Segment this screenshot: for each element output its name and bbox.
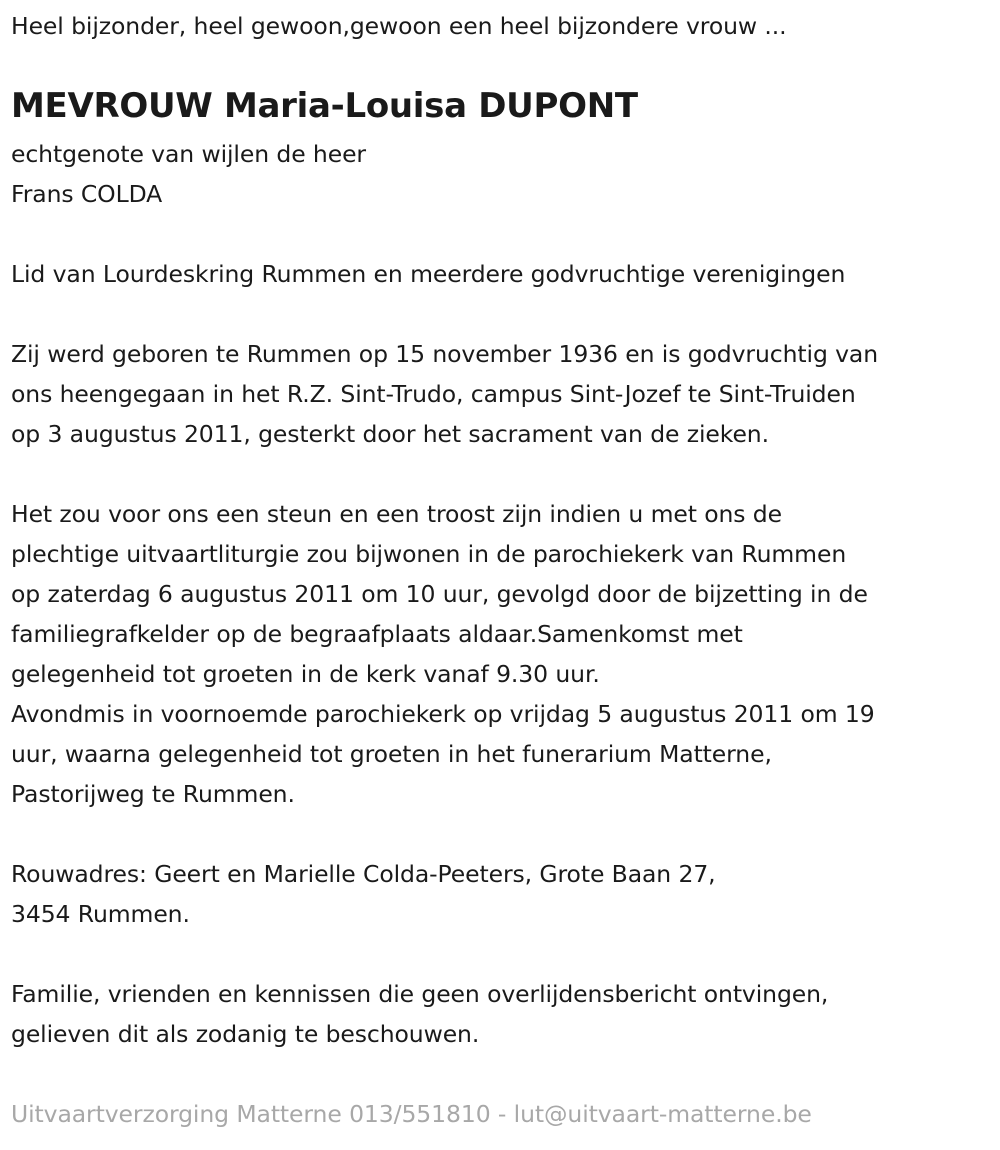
spouse-line: echtgenote van wijlen de heer xyxy=(11,140,366,168)
birth-death-paragraph xyxy=(11,334,878,454)
paragraph-line: Avondmis in voornoemde parochiekerk op vrijdag 5 augustus 2011 om 19 xyxy=(11,700,875,728)
paragraph-line: ons heengegaan in het R.Z. Sint-Trudo, campus Sint-Jozef te Sint-Truiden xyxy=(11,380,856,408)
paragraph-line: Zij werd geboren te Rummen op 15 november 1936 en is godvruchtig van xyxy=(11,340,879,368)
paragraph-line: gelegenheid tot groeten in de kerk vanaf 9.30 uur. xyxy=(11,660,600,688)
family-note xyxy=(11,974,828,1054)
spouse-info xyxy=(11,134,366,214)
address-line: Rouwadres: Geert en Marielle Colda-Peeters, Grote Baan 27, xyxy=(11,860,716,888)
funeral-paragraph xyxy=(11,494,875,814)
paragraph-line: Familie, vrienden en kennissen die geen overlijdensbericht ontvingen, xyxy=(11,980,829,1008)
membership xyxy=(11,254,845,294)
membership-line: Lid van Lourdeskring Rummen en meerdere godvruchtige verenigingen xyxy=(11,260,846,288)
spouse-line: Frans COLDA xyxy=(11,180,163,208)
paragraph-line: gelieven dit als zodanig te beschouwen. xyxy=(11,1020,480,1048)
paragraph-line: op 3 augustus 2011, gesterkt door het sacrament van de zieken. xyxy=(11,420,769,448)
address-line: 3454 Rummen. xyxy=(11,900,190,928)
mourning-address xyxy=(11,854,716,934)
deceased-name: MEVROUW Maria-Louisa DUPONT xyxy=(11,86,638,126)
paragraph-line: Pastorijweg te Rummen. xyxy=(11,780,295,808)
funeral-home-footer: Uitvaartverzorging Matterne 013/551810 - lut@uitvaart-matterne.be xyxy=(11,1100,812,1128)
paragraph-line: familiegrafkelder op de begraafplaats aldaar.Samenkomst met xyxy=(11,620,743,648)
paragraph-line: uur, waarna gelegenheid tot groeten in het funerarium Matterne, xyxy=(11,740,772,768)
paragraph-line: plechtige uitvaartliturgie zou bijwonen in de parochiekerk van Rummen xyxy=(11,540,847,568)
paragraph-line: op zaterdag 6 augustus 2011 om 10 uur, gevolgd door de bijzetting in de xyxy=(11,580,868,608)
paragraph-line: Het zou voor ons een steun en een troost zijn indien u met ons de xyxy=(11,500,782,528)
tagline: Heel bijzonder, heel gewoon,gewoon een heel bijzondere vrouw ... xyxy=(11,12,787,40)
